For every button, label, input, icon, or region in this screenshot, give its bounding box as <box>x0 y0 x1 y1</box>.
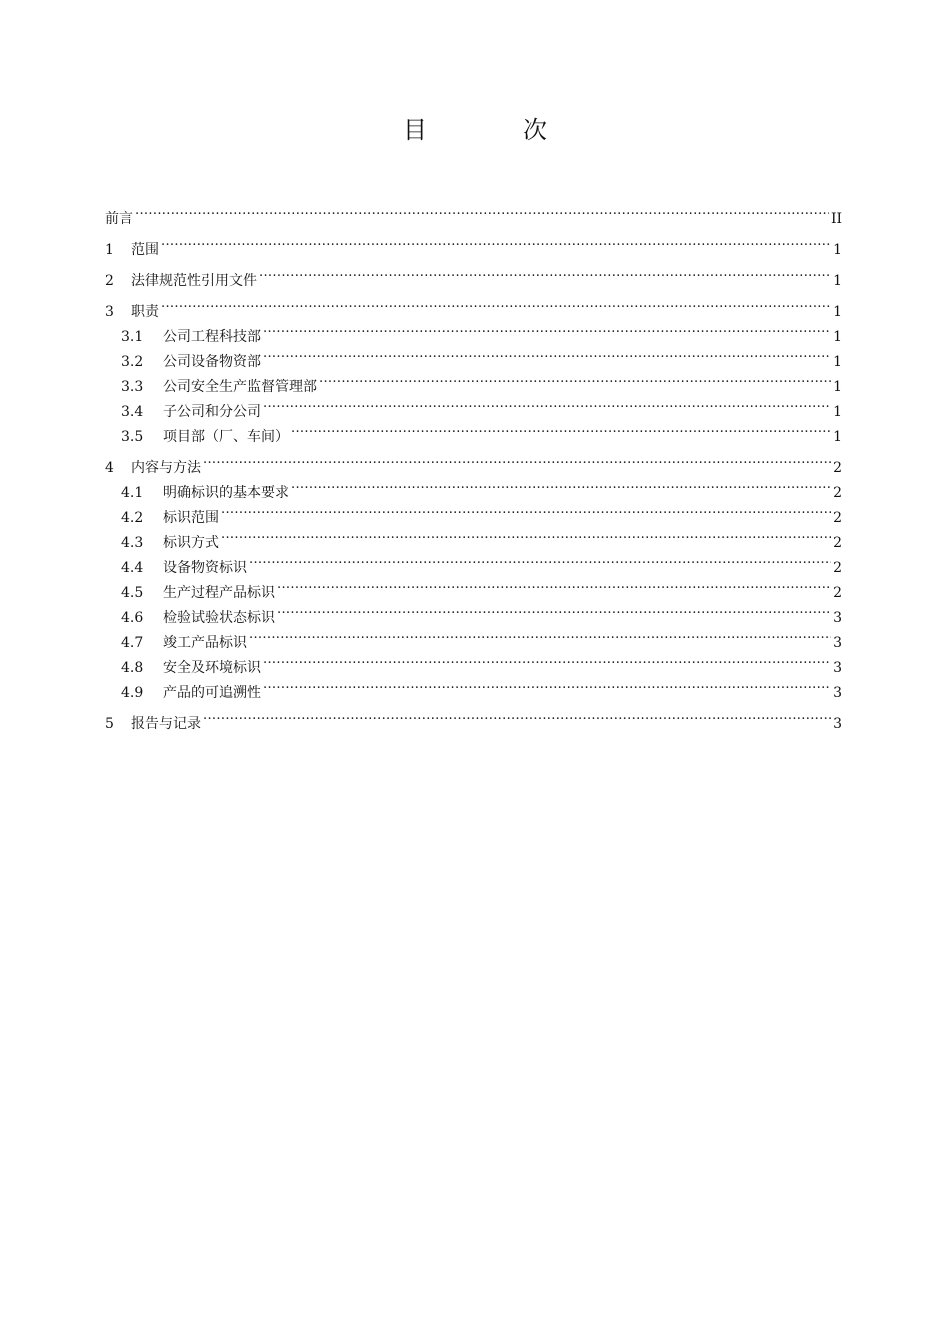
toc-entry-label: 标识方式 <box>163 535 219 551</box>
toc-entry[interactable] <box>105 291 842 320</box>
toc-entry-page: 3 <box>833 716 842 732</box>
toc-entry-page: 2 <box>833 510 842 526</box>
toc-dot-leader <box>277 597 831 622</box>
toc-entry[interactable] <box>105 260 842 289</box>
toc-entry-page: 1 <box>833 404 842 420</box>
toc-dot-leader <box>263 341 831 366</box>
toc-entry-label: 检验试验状态标识 <box>163 610 275 626</box>
toc-entry[interactable] <box>105 447 842 476</box>
toc-dot-leader <box>135 198 829 223</box>
toc-entry-label: 职责 <box>131 304 159 320</box>
toc-dot-leader <box>263 647 831 672</box>
toc-entry-number: 4.5 <box>121 585 144 601</box>
toc-entry-label: 法律规范性引用文件 <box>131 273 257 289</box>
toc-entry-label: 生产过程产品标识 <box>163 585 275 601</box>
toc-entry-number: 4.7 <box>121 635 144 651</box>
toc-dot-leader <box>259 260 831 285</box>
toc-entry-label: 标识范围 <box>163 510 219 526</box>
toc-entry-page: 2 <box>833 460 842 476</box>
toc-entry[interactable] <box>105 316 842 345</box>
toc-entry-page: 1 <box>833 354 842 370</box>
toc-dot-leader <box>263 672 831 697</box>
toc-entry-label: 设备物资标识 <box>163 560 247 576</box>
toc-entry-number: 4.4 <box>121 560 144 576</box>
toc-entry-number: 3.4 <box>121 404 144 420</box>
toc-entry-label: 内容与方法 <box>131 460 201 476</box>
toc-entry[interactable] <box>105 229 842 258</box>
toc-entry-number: 3.5 <box>121 429 144 445</box>
toc-dot-leader <box>319 366 831 391</box>
toc-entry-page: 3 <box>833 660 842 676</box>
toc-entry[interactable] <box>105 198 842 227</box>
toc-entry-page: 1 <box>833 329 842 345</box>
toc-entry-page: 3 <box>833 635 842 651</box>
toc-entry-page: 2 <box>833 485 842 501</box>
toc-entry[interactable] <box>105 472 842 501</box>
toc-entry-label: 报告与记录 <box>131 716 201 732</box>
toc-dot-leader <box>291 472 831 497</box>
toc-entry-label: 竣工产品标识 <box>163 635 247 651</box>
toc-entry-label: 公司安全生产监督管理部 <box>163 379 317 395</box>
toc-entry-number: 4.9 <box>121 685 144 701</box>
toc-dot-leader <box>249 622 831 647</box>
toc-dot-leader <box>277 572 831 597</box>
table-of-contents <box>105 198 842 732</box>
toc-dot-leader <box>291 416 831 441</box>
toc-entry-number: 2 <box>105 273 114 289</box>
toc-entry-page: II <box>830 211 842 227</box>
toc-entry-label: 安全及环境标识 <box>163 660 261 676</box>
toc-entry-label: 项目部（厂、车间） <box>163 429 289 445</box>
toc-entry[interactable] <box>105 703 842 732</box>
toc-entry-number: 3.3 <box>121 379 144 395</box>
toc-entry-number: 4.2 <box>121 510 144 526</box>
toc-entry-number: 3.2 <box>121 354 144 370</box>
toc-dot-leader <box>263 316 831 341</box>
toc-entry-number: 4 <box>105 460 114 476</box>
toc-entry-number: 3.1 <box>121 329 144 345</box>
toc-entry-number: 4.1 <box>121 485 144 501</box>
toc-dot-leader <box>249 547 831 572</box>
toc-entry-number: 1 <box>105 242 114 258</box>
toc-entry-page: 1 <box>833 242 842 258</box>
toc-entry-label: 公司设备物资部 <box>163 354 261 370</box>
toc-entry-label: 公司工程科技部 <box>163 329 261 345</box>
toc-entry-page: 2 <box>833 535 842 551</box>
toc-entry-page: 2 <box>833 560 842 576</box>
toc-entry-label: 产品的可追溯性 <box>163 685 261 701</box>
toc-dot-leader <box>161 291 831 316</box>
toc-dot-leader <box>203 703 831 728</box>
toc-dot-leader <box>221 522 831 547</box>
page-title: 目 次 <box>403 116 583 144</box>
toc-entry-page: 1 <box>833 379 842 395</box>
toc-entry-number: 4.3 <box>121 535 144 551</box>
toc-entry-label: 范围 <box>131 242 159 258</box>
toc-dot-leader <box>203 447 831 472</box>
toc-entry-page: 1 <box>833 429 842 445</box>
toc-entry-page: 3 <box>833 610 842 626</box>
toc-entry-label: 前言 <box>105 211 133 227</box>
toc-dot-leader <box>161 229 831 254</box>
toc-entry-number: 5 <box>105 716 114 732</box>
toc-entry-page: 1 <box>833 304 842 320</box>
toc-entry-page: 2 <box>833 585 842 601</box>
toc-entry-page: 1 <box>833 273 842 289</box>
toc-dot-leader <box>263 391 831 416</box>
toc-entry-label: 明确标识的基本要求 <box>163 485 289 501</box>
toc-entry-label: 子公司和分公司 <box>163 404 261 420</box>
toc-entry-number: 4.6 <box>121 610 144 626</box>
toc-entry-number: 4.8 <box>121 660 144 676</box>
toc-entry-number: 3 <box>105 304 114 320</box>
toc-dot-leader <box>221 497 831 522</box>
toc-entry-page: 3 <box>833 685 842 701</box>
